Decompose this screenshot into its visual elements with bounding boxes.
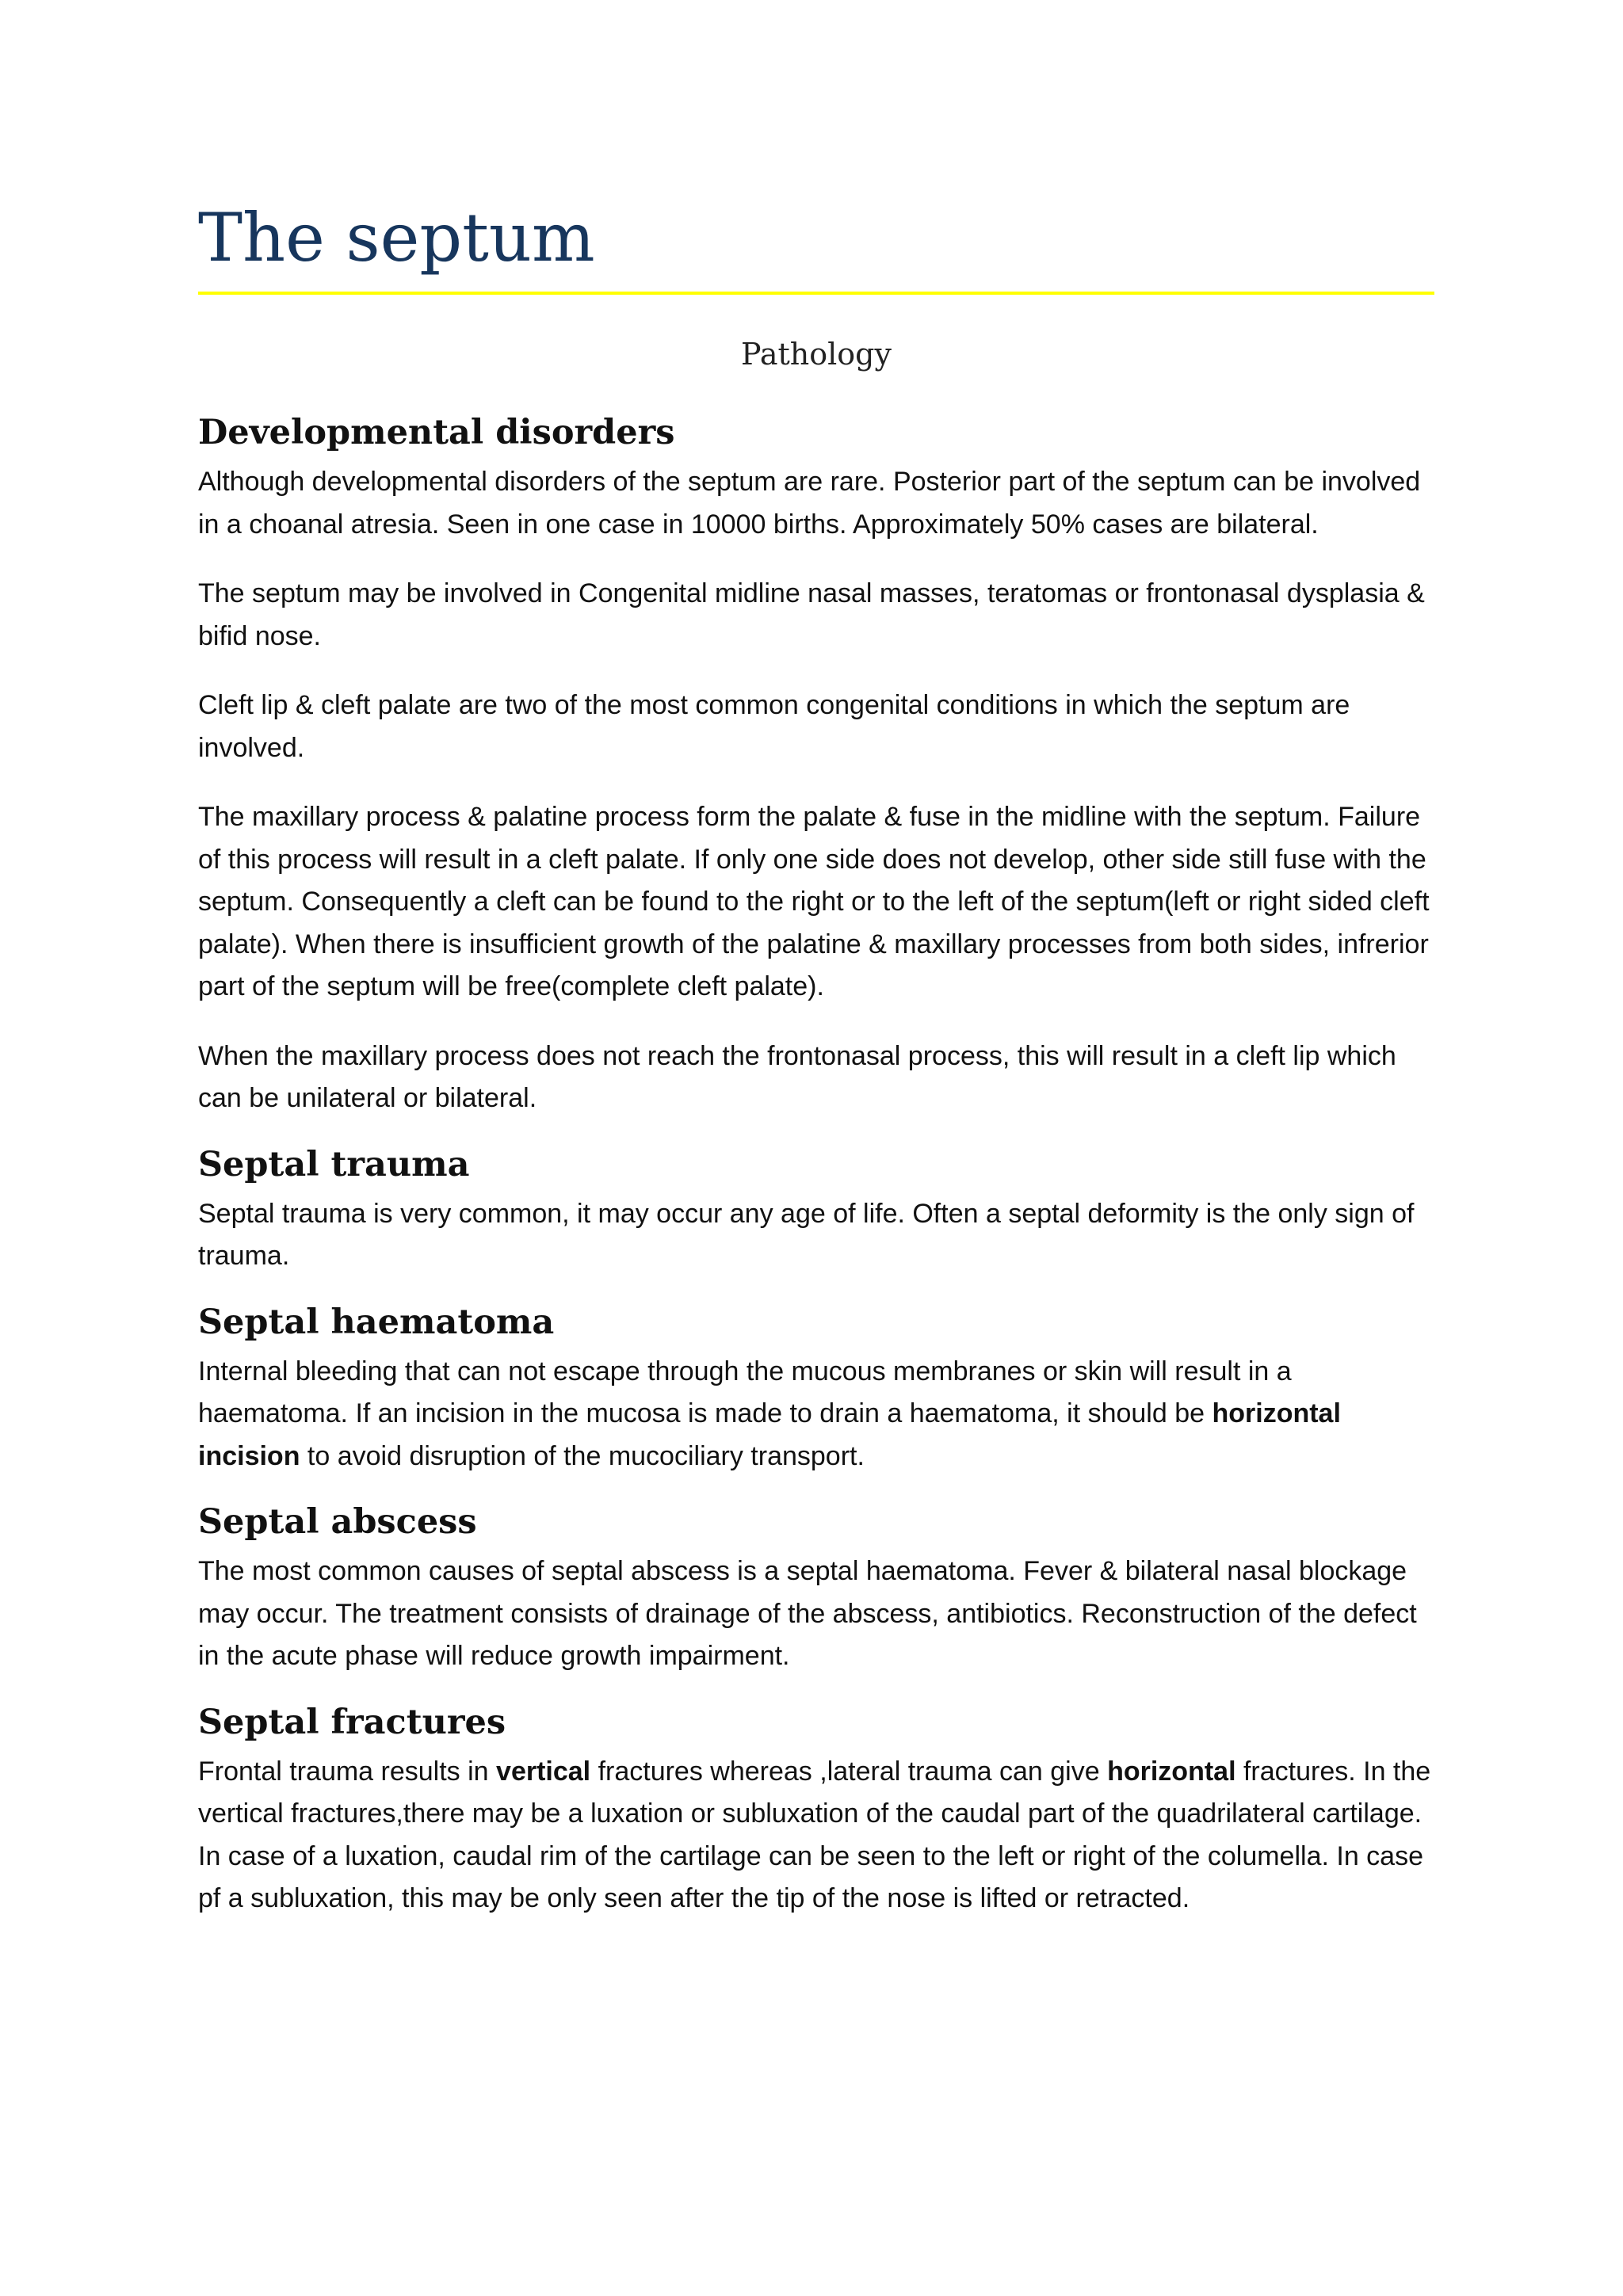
paragraph: When the maxillary process does not reach the frontonasal process, this will result in a cleft lip which can be unilateral or bilateral. <box>198 1040 1396 1113</box>
section-septal-fractures <box>198 1700 1434 1920</box>
section-heading: Septal abscess <box>198 1502 477 1542</box>
section-developmental-disorders <box>198 410 1434 1120</box>
section-septal-haematoma <box>198 1300 1434 1478</box>
section-heading: Developmental disorders <box>198 413 675 452</box>
text-run: Frontal trauma results in <box>198 1756 497 1787</box>
text-run: to avoid disruption of the mucociliary transport. <box>300 1440 865 1471</box>
bold-text: horizontal <box>1107 1756 1236 1787</box>
section-heading: Septal fractures <box>198 1702 506 1742</box>
title-underline <box>198 292 1434 295</box>
page-title: The septum <box>198 199 595 277</box>
subtitle: Pathology <box>741 337 892 372</box>
paragraph <box>198 1351 1434 1478</box>
section-septal-abscess <box>198 1500 1434 1678</box>
paragraph <box>198 1751 1434 1920</box>
paragraph: Cleft lip & cleft palate are two of the most common congenital conditions in which the septum are involved. <box>198 690 1350 763</box>
paragraph: Septal trauma is very common, it may occur any age of life. Often a septal deformity is the only sign of trauma. <box>198 1198 1415 1271</box>
section-septal-trauma <box>198 1142 1434 1278</box>
section-heading: Septal trauma <box>198 1144 470 1184</box>
text-run: fractures. In the vertical fractures,there may be a luxation or subluxation of the caudal part of the quadrilateral cartilage. In case of a luxation, caudal rim of the cartilage can be seen to the left or right of the columella. In case pf a subluxation, this may be only seen after the tip of the nose is lifted or retracted. <box>198 1756 1431 1913</box>
text-run: Internal bleeding that can not escape through the mucous membranes or skin will result in a haematoma. If an incision in the mucosa is made to drain a haematoma, it should be <box>198 1356 1292 1428</box>
paragraph: The most common causes of septal abscess is a septal haematoma. Fever & bilateral nasal blockage may occur. The treatment consists of drainage of the abscess, antibiotics. Reconstruction of the defect in the acute phase will reduce growth impairment. <box>198 1556 1417 1671</box>
text-run: fractures whereas ,lateral trauma can give <box>590 1756 1108 1787</box>
paragraph: The septum may be involved in Congenital midline nasal masses, teratomas or frontonasal dysplasia & bifid nose. <box>198 578 1425 651</box>
bold-text: vertical <box>496 1756 591 1787</box>
paragraph: Although developmental disorders of the septum are rare. Posterior part of the septum can be involved in a choanal atresia. Seen in one case in 10000 births. Approximately 50% cases are bilateral. <box>198 467 1421 540</box>
bold-text: horizontal incision <box>198 1398 1341 1471</box>
paragraph: The maxillary process & palatine process form the palate & fuse in the midline with the septum. Failure of this process will result in a cleft palate. If only one side does not develop, other side still fuse with the septum. Consequently a cleft can be found to the right or to the left of the septum(left or right sided cleft palate). When there is insufficient growth of the palatine & maxillary processes from both sides, infrerior part of the septum will be free(complete cleft palate). <box>198 802 1430 1001</box>
section-heading: Septal haematoma <box>198 1302 555 1342</box>
document-page <box>198 190 1434 1920</box>
